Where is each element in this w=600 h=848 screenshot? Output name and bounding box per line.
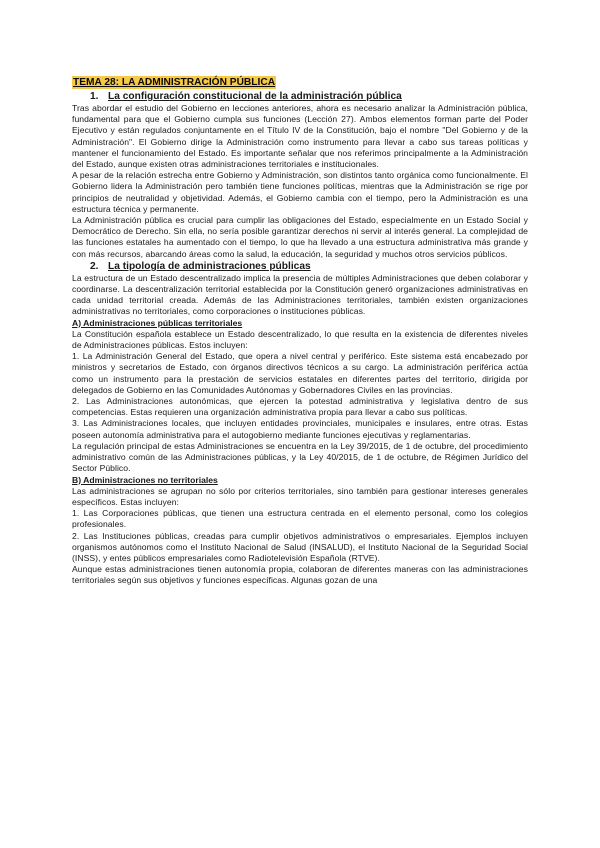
- subsection-a-heading: A) Administraciones públicas territoriales: [72, 317, 243, 328]
- paragraph: A pesar de la relación estrecha entre Gobierno y Administración, son distintos tanto orgánica como funcionalmente. El Gobierno lidera la Administración pero también tiene funciones políticas, mientras que la Administración se rige por principios de neutralidad y objetividad. Además, el Gobierno cambia con el tiempo, pero la Administración es una estructura técnica y permanente.: [72, 170, 528, 214]
- list-item: 2. Las Instituciones públicas, creadas para cumplir objetivos administrativos o empresariales. Ejemplos incluyen organismos autónomos como el Instituto Nacional de Salud (INSALUD), el Instituto Nacional de la Seguridad Social (INSS), y entes públicos empresariales como Radiotelevisión Española (RTVE).: [72, 530, 528, 563]
- document-title-line: [72, 72, 528, 90]
- section-2-label: La tipología de administraciones públicas: [108, 260, 311, 272]
- paragraph: La estructura de un Estado descentralizado implica la presencia de múltiples Administraciones que deben colaborar y coordinarse. La descentralización territorial establecida por la Constitución generó organizaciones administrativas en cada unidad territorial creada. Además de las Administraciones territoriales, también existen organizaciones administrativas no territoriales, como corporaciones o instituciones públicas.: [72, 272, 528, 317]
- list-item: 1. Las Corporaciones públicas, que tienen una estructura centrada en el elemento personal, como los colegios profesionales.: [72, 508, 528, 530]
- document-title: TEMA 28: LA ADMINISTRACIÓN PÚBLICA: [73, 77, 276, 88]
- paragraph: Aunque estas administraciones tienen autonomía propia, colaboran de diferentes maneras con las administraciones territoriales según sus objetivos y funciones específicas. Algunas gozan de una: [72, 564, 528, 586]
- section-2-heading: [72, 260, 528, 273]
- section-2-number: 2.: [90, 260, 99, 272]
- subsection-b-heading: B) Administraciones no territoriales: [72, 474, 218, 485]
- list-item: 3. Las Administraciones locales, que incluyen entidades provinciales, municipales e insulares, entre otras. Estas poseen autonomía administrativa para el autogobierno mediante funciones ejecutivas y reglamentarias.: [72, 418, 528, 440]
- list-item: 1. La Administración General del Estado, que opera a nivel central y periférico. Este sistema está encabezado por ministros y secretarios de Estado, con órganos directivos técnicos a su cargo. La administración periférica actúa como un instrumento para la prestación de servicios estatales en diferentes partes del territorio, dirigida por delegados de Gobierno en las Comunidades Autónomas y Gobernadores Civiles en las provincias.: [72, 351, 528, 395]
- paragraph: La regulación principal de estas Administraciones se encuentra en la Ley 39/2015, de 1 de octubre, del procedimiento administrativo común de las Administraciones públicas, y la Ley 40/2015, de 1 de octubre, de Régimen Jurídico del Sector Público.: [72, 440, 528, 474]
- paragraph: La Constitución española establece un Estado descentralizado, lo que resulta en la existencia de diferentes niveles de Administraciones públicas. Estos incluyen:: [72, 328, 528, 351]
- paragraph: Las administraciones se agrupan no sólo por criterios territoriales, sino también para gestionar intereses generales específicos. Estas incluyen:: [72, 485, 528, 507]
- section-1-label: La configuración constitucional de la administración pública: [108, 91, 402, 102]
- list-item: 2. Las Administraciones autonómicas, que ejercen la potestad administrativa y legislativa dentro de sus competencias. Estas requieren una organización administrativa propia para llevar a cabo sus políticas.: [72, 396, 528, 418]
- paragraph: Tras abordar el estudio del Gobierno en lecciones anteriores, ahora es necesario analizar la Administración pública, fundamental para que el Gobierno cumpla sus funciones (Lección 27). Ambos elementos forman parte del Poder Ejecutivo y están regulados conjuntamente en el Título IV de la Constitución, bajo el nombre "Del Gobierno y de la Administración". El Gobierno dirige la Administración como instrumento para llevar a cabo sus tareas políticas y mantener el funcionamiento del Estado. Es importante señalar que nos referimos principalmente a la Administración del Estado, aunque existen otras administraciones territoriales e institucionales.: [72, 103, 528, 170]
- paragraph: La Administración pública es crucial para cumplir las obligaciones del Estado, especialmente en un Estado Social y Democrático de Derecho. Sin ella, no sería posible garantizar derechos ni servir al interés general. La complejidad de las funciones estatales ha aumentado con el tiempo, lo que ha llevado a una estructura administrativa más grande y con más recursos, abarcando áreas como la salud, la educación, la seguridad y muchos otros servicios públicos.: [72, 215, 528, 259]
- section-1-number: 1.: [90, 91, 99, 102]
- section-1-heading: [72, 90, 528, 103]
